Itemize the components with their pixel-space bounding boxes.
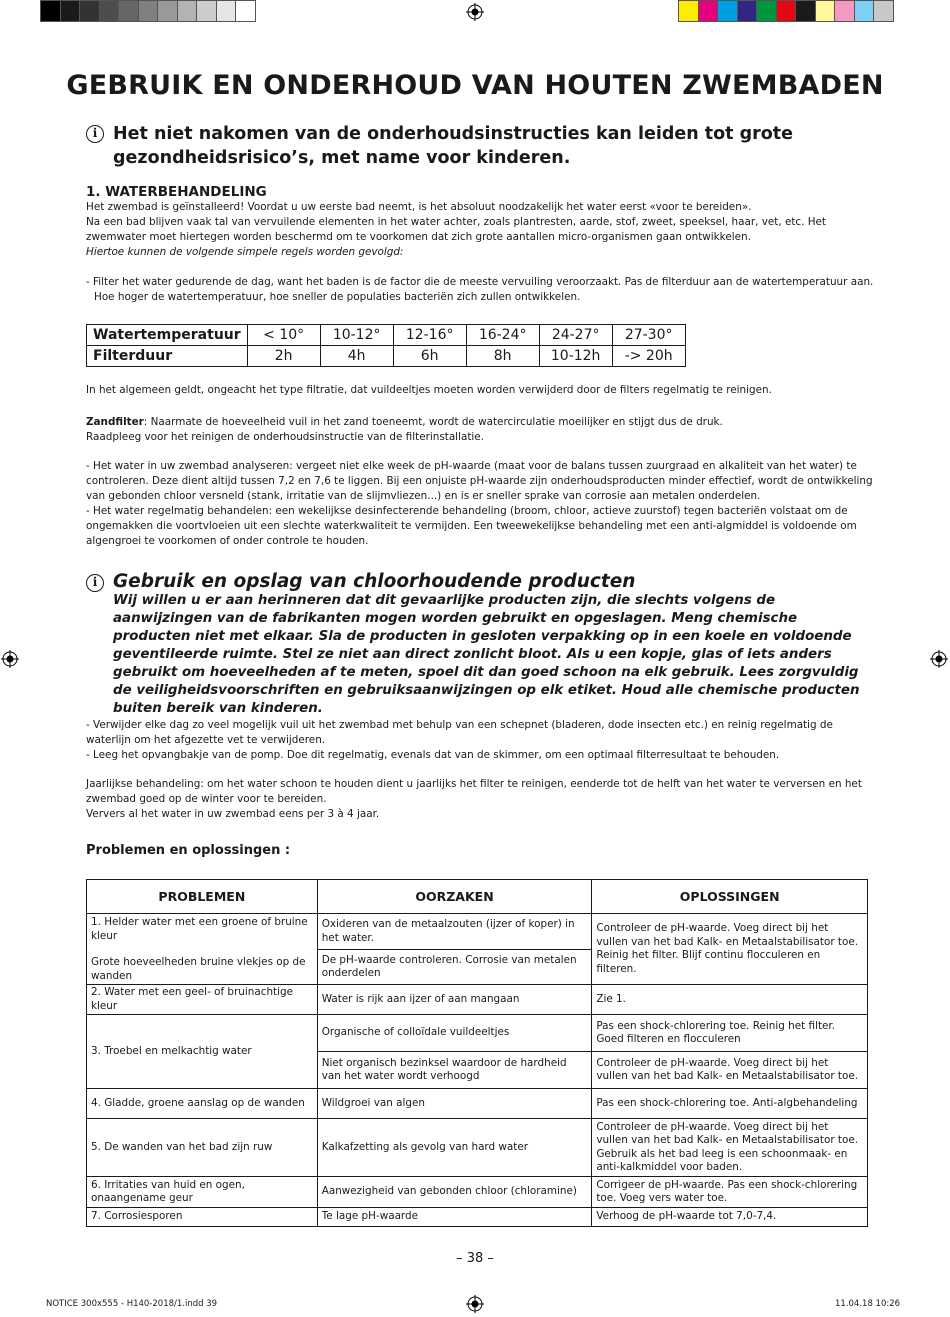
zandfilter-text: : Naarmate de hoeveelheid vuil in het zand toeneemt, wordt de watercirculatie moeilijker en stijgt dus de druk. <box>143 416 723 428</box>
zandfilter-paragraph <box>86 415 876 445</box>
paragraph: Na een bad blijven vaak tal van vervuilende elementen in het water achter, zoals plantresten, aarde, stof, zweet, speeksel, haar, vet, etc. Het zwemwater moet hiertegen worden beschermd om te voorkomen dat zich grote aantallen micro-organismen gaan ontwikkelen. <box>86 216 827 243</box>
paragraph: Raadpleeg voor het reinigen de onderhoudsinstructie van de filterinstallatie. <box>86 431 484 443</box>
color-swatch <box>99 0 120 22</box>
color-swatch <box>834 0 855 22</box>
table-cell: De pH-waarde controleren. Corrosie van metalen onderdelen <box>317 950 592 985</box>
color-swatch <box>717 0 738 22</box>
problems-heading: Problemen en oplossingen : <box>86 843 291 858</box>
paragraph: Hoe hoger de watertemperatuur, hoe sneller de populaties bacteriën zich zullen ontwikkelen. <box>94 291 581 303</box>
table-cell: 12-16° <box>393 325 466 346</box>
table-cell: Wildgroei van algen <box>317 1089 592 1119</box>
paragraph: Het zwembad is geïnstalleerd! Voordat u uw eerste bad neemt, is het absoluut noodzakelijk het water eerst «voor te bereiden». <box>86 201 752 213</box>
table-row <box>87 1208 868 1227</box>
table-row <box>87 325 686 346</box>
table-cell: Organische of colloïdale vuildeeltjes <box>317 1015 592 1052</box>
color-swatch <box>873 0 894 22</box>
registration-mark-icon <box>466 3 484 21</box>
grayscale-swatches <box>40 0 255 22</box>
table-cell: 6. Irritaties van huid en ogen, onaangename geur <box>87 1177 318 1208</box>
table-cell: Controleer de pH-waarde. Voeg direct bij het vullen van het bad Kalk- en Metaalstabilisator toe. Gebruik als het bad leeg is een schoonmaak- en anti-kalkmiddel voor baden. <box>592 1119 868 1177</box>
table-cell: Aanwezigheid van gebonden chloor (chloramine) <box>317 1177 592 1208</box>
color-swatch <box>138 0 159 22</box>
table-row <box>87 914 868 950</box>
table-cell: 5. De wanden van het bad zijn ruw <box>87 1119 318 1177</box>
registration-mark-icon <box>1 650 19 668</box>
table-cell: 4. Gladde, groene aanslag op de wanden <box>87 1089 318 1119</box>
color-swatch <box>157 0 178 22</box>
table-row <box>87 985 868 1015</box>
table-cell: 2. Water met een geel- of bruinachtige kleur <box>87 985 318 1015</box>
file-slug: NOTICE 300x555 - H140-2018/1.indd 39 <box>46 1299 218 1309</box>
table-row <box>87 1089 868 1119</box>
color-swatch <box>698 0 719 22</box>
chlorine-warning: Wij willen u er aan herinneren dat dit gevaarlijke producten zijn, die slechts volgens de aanwijzingen van de fabrikanten mogen worden gebruikt en opgeslagen. Meng chemische producten niet met elkaar. Sla de producten in gesloten verpakking op in een koele en voldoende geventileerde ruimte. Stel ze niet aan direct zonlicht bloot. Als u een kopje, glas of iets anders gebruikt om hoeveelheden af te meten, spoel dit dan goed schoon na elk gebruik. Lees zorgvuldig de veiligheidsvoorschriften en gebruiksaanwijzingen op elk etiket. Houd alle chemische producten buiten bereik van kinderen. <box>113 593 860 716</box>
paragraph: - Filter het water gedurende de dag, want het baden is de factor die de meeste vervuiling veroorzaakt. Pas de filterduur aan de watertemperatuur aan. <box>86 276 874 288</box>
color-swatch <box>40 0 61 22</box>
color-swatches <box>678 0 893 22</box>
problems-table <box>86 879 868 1227</box>
table-cell: Te lage pH-waarde <box>317 1208 592 1227</box>
row-header: Filterduur <box>87 346 248 367</box>
table-header-row <box>87 880 868 914</box>
registration-mark-icon <box>930 650 948 668</box>
table-row <box>87 1177 868 1208</box>
page-number: – 38 – <box>456 1251 494 1266</box>
color-swatch <box>737 0 758 22</box>
table-row <box>87 1119 868 1177</box>
table-cell <box>87 914 318 985</box>
table-cell: 10-12h <box>539 346 612 367</box>
table-cell: 6h <box>393 346 466 367</box>
print-timestamp: 11.04.18 10:26 <box>835 1299 901 1309</box>
paragraph: - Het water in uw zwembad analyseren: vergeet niet elke week de pH-waarde (maat voor de balans tussen zuurgraad en alkaliteit van het water) te controleren. Deze dient altijd tussen 7,2 en 7,6 te liggen. Bij een onjuiste pH-waarde zijn onderhoudsproducten minder effectief, wordt de ontwikkeling van gebonden chloor versneld (stank, irritatie van de slijmvliezen...) en is er sneller sprake van corrosie aan metalen onderdelen. <box>86 460 873 502</box>
table-cell: Controleer de pH-waarde. Voeg direct bij het vullen van het bad Kalk- en Metaalstabilisator toe. Reinig het filter. Blijf continu flocculeren en filteren. <box>592 914 868 985</box>
color-swatch <box>815 0 836 22</box>
column-header: PROBLEMEN <box>87 880 318 914</box>
section-heading: 1. WATERBEHANDELING <box>86 184 267 200</box>
general-paragraph: In het algemeen geldt, ongeacht het type filtratie, dat vuildeeltjes moeten worden verwijderd door de filters regelmatig te reinigen. <box>86 384 772 396</box>
paragraph: - Het water regelmatig behandelen: een wekelijkse desinfecterende behandeling (broom, chloor, actieve zuurstof) tegen bacteriën volstaat om de ongemakken die voortvloeien uit een slechte waterkwaliteit te vermijden. Een tweewekelijkse behandeling met een anti-algmiddel is voldoende om algengroei te voorkomen of onder controle te houden. <box>86 505 857 547</box>
row-header: Watertemperatuur <box>87 325 248 346</box>
color-swatch <box>854 0 875 22</box>
table-cell: < 10° <box>247 325 320 346</box>
paragraph: - Leeg het opvangbakje van de pomp. Doe dit regelmatig, evenals dat van de skimmer, om een optimaal filterresultaat te behouden. <box>86 749 780 761</box>
color-swatch <box>79 0 100 22</box>
paragraph: Hiertoe kunnen de volgende simpele regels worden gevolgd: <box>86 246 404 258</box>
cell-text: 1. Helder water met een groene of bruine kleur <box>91 916 308 942</box>
paragraph: - Verwijder elke dag zo veel mogelijk vuil uit het zwembad met behulp van een schepnet (bladeren, dode insecten etc.) en reinig regelmatig de waterlijn om het afgezette vet te verwijderen. <box>86 719 833 746</box>
table-cell: 10-12° <box>320 325 393 346</box>
table-cell: 16-24° <box>466 325 539 346</box>
table-cell: Controleer de pH-waarde. Voeg direct bij het vullen van het bad Kalk- en Metaalstabilisator toe. <box>592 1052 868 1089</box>
color-swatch <box>756 0 777 22</box>
color-swatch <box>177 0 198 22</box>
info-icon: i <box>86 125 104 143</box>
table-cell: Oxideren van de metaalzouten (ijzer of koper) in het water. <box>317 914 592 950</box>
registration-mark-icon <box>466 1295 484 1313</box>
color-swatch <box>60 0 81 22</box>
table-cell: Water is rijk aan ijzer of aan mangaan <box>317 985 592 1015</box>
table-cell: 27-30° <box>612 325 685 346</box>
table-cell: Niet organisch bezinksel waardoor de hardheid van het water wordt verhoogd <box>317 1052 592 1089</box>
table-cell: Zie 1. <box>592 985 868 1015</box>
cleaning-paragraphs <box>86 718 876 822</box>
cell-text: Grote hoeveelheden bruine vlekjes op de wanden <box>91 956 306 982</box>
chlorine-heading: Gebruik en opslag van chloorhoudende producten <box>113 571 636 592</box>
paragraph: Ververs al het water in uw zwembad eens per 3 à 4 jaar. <box>86 808 380 820</box>
column-header: OPLOSSINGEN <box>592 880 868 914</box>
color-swatch <box>678 0 699 22</box>
table-cell: Verhoog de pH-waarde tot 7,0-7,4. <box>592 1208 868 1227</box>
color-swatch <box>196 0 217 22</box>
table-cell: Pas een shock-chlorering toe. Anti-algbehandeling <box>592 1089 868 1119</box>
maintenance-paragraphs <box>86 459 876 549</box>
column-header: OORZAKEN <box>317 880 592 914</box>
table-cell: 3. Troebel en melkachtig water <box>87 1015 318 1089</box>
table-cell: Corrigeer de pH-waarde. Pas een shock-chlorering toe. Voeg vers water toe. <box>592 1177 868 1208</box>
table-cell: 4h <box>320 346 393 367</box>
table-cell: 8h <box>466 346 539 367</box>
filter-duration-table <box>86 324 686 367</box>
table-cell: Pas een shock-chlorering toe. Reinig het filter. Goed filteren en flocculeren <box>592 1015 868 1052</box>
info-icon: i <box>86 574 104 592</box>
table-cell: 24-27° <box>539 325 612 346</box>
table-cell: -> 20h <box>612 346 685 367</box>
table-cell: 2h <box>247 346 320 367</box>
color-swatch <box>235 0 256 22</box>
table-row <box>87 346 686 367</box>
table-cell: Kalkafzetting als gevolg van hard water <box>317 1119 592 1177</box>
warning-notice <box>86 122 876 172</box>
color-swatch <box>216 0 237 22</box>
paragraph: Jaarlijkse behandeling: om het water schoon te houden dient u jaarlijks het filter te reinigen, eenderde tot de helft van het water te verversen en het zwembad goed op de winter voor te bereiden. <box>86 778 862 805</box>
table-cell: 7. Corrosiesporen <box>87 1208 318 1227</box>
section-waterbehandeling <box>86 185 876 305</box>
color-swatch <box>776 0 797 22</box>
page-title: GEBRUIK EN ONDERHOUD VAN HOUTEN ZWEMBADEN <box>66 70 884 101</box>
warning-text: Het niet nakomen van de onderhoudsinstructies kan leiden tot grote gezondheidsrisico’s, met name voor kinderen. <box>113 124 794 168</box>
table-row <box>87 1015 868 1052</box>
color-swatch <box>795 0 816 22</box>
zandfilter-label: Zandfilter <box>86 416 144 428</box>
color-swatch <box>118 0 139 22</box>
